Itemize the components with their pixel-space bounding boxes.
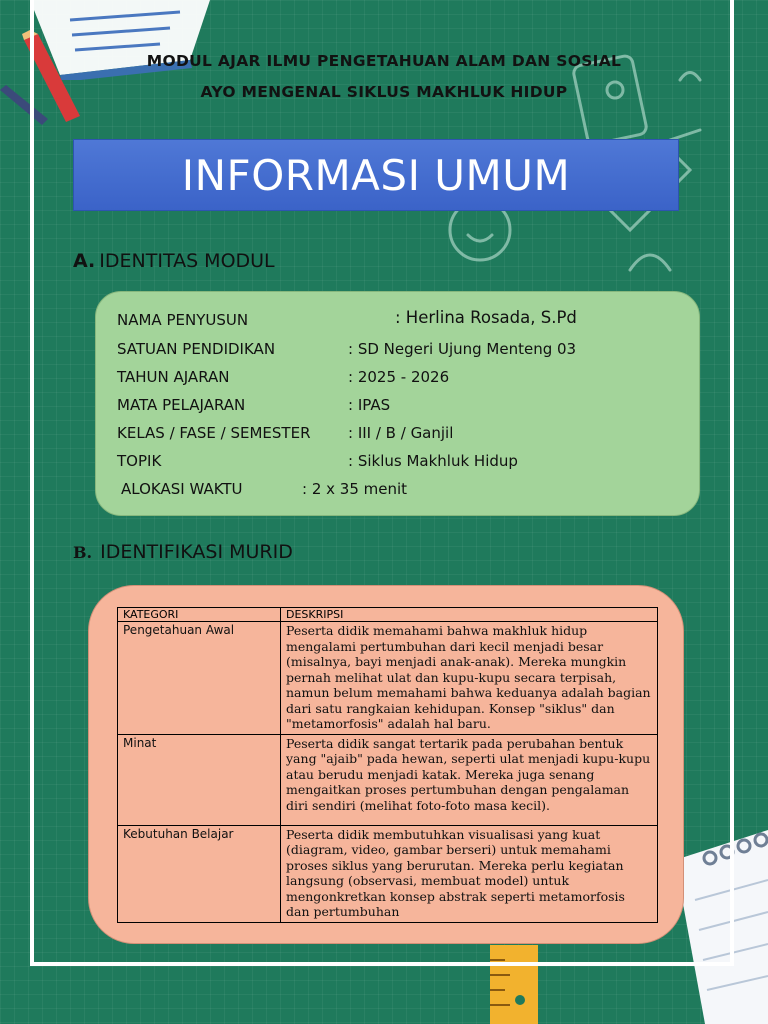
table-header-row <box>118 608 658 622</box>
identity-info-box <box>95 291 700 516</box>
identity-label: TOPIK <box>117 452 162 470</box>
identity-value: : III / B / Ganjil <box>348 424 454 442</box>
identity-value: : Herlina Rosada, S.Pd <box>395 308 577 327</box>
deskripsi-cell: Peserta didik sangat tertarik pada perubahan bentuk yang "ajaib" pada hewan, seperti ulat menjadi kupu-kupu atau berudu menjadi katak. Mereka juga senang mengaitkan proses pertumbuhan dengan pengalaman diri sendiri (melihat foto-foto masa kecil). <box>281 734 658 825</box>
identity-value: : 2025 - 2026 <box>348 368 450 386</box>
identity-label: MATA PELAJARAN <box>117 396 246 414</box>
kategori-cell: Kebutuhan Belajar <box>118 825 281 922</box>
identity-value: : 2 x 35 menit <box>302 480 408 498</box>
kategori-cell: Pengetahuan Awal <box>118 622 281 735</box>
section-b-heading <box>73 541 293 563</box>
deskripsi-cell: Peserta didik membutuhkan visualisasi yang kuat (diagram, video, gambar berseri) untuk memahami proses siklus yang berurutan. Mereka perlu kegiatan langsung (observasi, membuat model) untuk mengonkretkan konsep abstrak seperti metamorfosis dan pertumbuhan <box>281 825 658 922</box>
identity-label: SATUAN PENDIDIKAN <box>117 340 276 358</box>
header-deskripsi: DESKRIPSI <box>281 608 658 622</box>
table-row <box>118 622 658 735</box>
identity-label: TAHUN AJARAN <box>117 368 230 386</box>
section-a-title: IDENTITAS MODUL <box>99 250 275 272</box>
identity-label: ALOKASI WAKTU <box>121 480 243 498</box>
identifikasi-murid-table <box>117 607 658 923</box>
banner-title: INFORMASI UMUM <box>181 150 571 200</box>
informasi-umum-banner <box>73 139 679 211</box>
identity-label: NAMA PENYUSUN <box>117 311 249 329</box>
section-a-letter: A. <box>73 250 96 272</box>
section-b-letter: B. <box>73 543 93 562</box>
module-title: MODUL AJAR ILMU PENGETAHUAN ALAM DAN SOSIAL <box>146 52 622 70</box>
identity-value: : Siklus Makhluk Hidup <box>348 452 518 470</box>
section-b-title: IDENTIFIKASI MURID <box>100 541 293 563</box>
module-subtitle: AYO MENGENAL SIKLUS MAKHLUK HIDUP <box>200 83 568 101</box>
identity-value: : SD Negeri Ujung Menteng 03 <box>348 340 577 358</box>
identity-label: KELAS / FASE / SEMESTER <box>117 424 311 442</box>
table-row <box>118 734 658 825</box>
identity-value: : IPAS <box>348 396 391 414</box>
header-kategori: KATEGORI <box>118 608 281 622</box>
section-a-heading <box>73 250 275 272</box>
deskripsi-cell: Peserta didik memahami bahwa makhluk hidup mengalami pertumbuhan dari kecil menjadi besar (misalnya, bayi menjadi anak-anak). Mereka mungkin pernah melihat ulat dan kupu-kupu secara terpisah, namun belum memahami bahwa keduanya adalah bagian dari satu rangkaian kehidupan. Konsep "siklus" dan "metamorfosis" adalah hal baru. <box>281 622 658 735</box>
kategori-cell: Minat <box>118 734 281 825</box>
table-row <box>118 825 658 922</box>
